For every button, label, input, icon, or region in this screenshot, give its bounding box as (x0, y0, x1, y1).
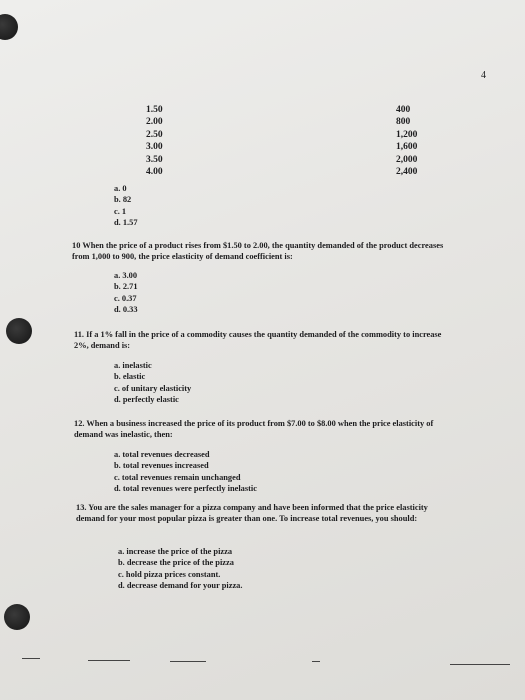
stray-mark (88, 660, 130, 661)
answer-option: a. 0 (114, 184, 127, 193)
answer-option: c. hold pizza prices constant. (118, 569, 221, 579)
stray-mark (312, 661, 320, 662)
q13-question: 13. You are the sales manager for a pizza company and have been informed that the price elasticity demand for your most popular pizza is greater than one. To increase total revenues, you should: (76, 503, 428, 523)
quantity-cell: 800 (396, 117, 411, 128)
quantity-cell: 1,200 (396, 129, 418, 140)
price-cell: 2.00 (146, 117, 163, 128)
answer-option: d. total revenues were perfectly inelastic (114, 483, 257, 493)
q11-question: 11. If a 1% fall in the price of a commodity causes the quantity demanded of the commodity to increase 2%, demand is: (74, 330, 442, 350)
answer-option: b. elastic (114, 372, 146, 382)
binder-hole-middle (6, 318, 32, 344)
answer-option: d. 0.33 (114, 304, 138, 314)
q9-options (114, 183, 138, 228)
q10-question: 10 When the price of a product rises from $1.50 to 2.00, the quantity demanded of the product decreases from 1,000 to 900, the price elasticity of demand coefficient is: (72, 241, 444, 261)
price-cell: 3.00 (146, 142, 163, 153)
stray-mark (170, 661, 206, 662)
q12-question: 12. When a business increased the price of its product from $7.00 to $8.00 when the price elasticity of demand was inelastic, then: (74, 419, 434, 439)
answer-option: a. increase the price of the pizza (118, 547, 233, 556)
answer-option: c. 1 (114, 206, 127, 216)
binder-hole-bottom (4, 604, 30, 630)
quantity-column (396, 104, 417, 178)
price-column (146, 104, 163, 178)
answer-option: d. decrease demand for your pizza. (118, 580, 243, 590)
answer-option: d. perfectly elastic (114, 394, 179, 404)
quantity-cell: 1,600 (396, 142, 418, 153)
answer-option: a. inelastic (114, 361, 152, 370)
stray-mark (22, 658, 40, 659)
answer-option: c. total revenues remain unchanged (114, 472, 241, 482)
quantity-cell: 400 (396, 105, 411, 115)
quantity-cell: 2,400 (396, 167, 418, 178)
stray-mark (450, 664, 510, 665)
answer-option: c. 0.37 (114, 293, 137, 303)
price-cell: 3.50 (146, 154, 163, 165)
page-number-mark: 4 (481, 70, 486, 81)
price-cell: 1.50 (146, 105, 163, 115)
answer-option: c. of unitary elasticity (114, 383, 192, 393)
q13-options (118, 546, 242, 591)
bleed-through-marks (0, 655, 525, 675)
q12-options (114, 449, 257, 494)
q10-options (114, 270, 138, 315)
answer-option: a. 3.00 (114, 271, 138, 280)
answer-option: d. 1.57 (114, 217, 138, 227)
answer-option: a. total revenues decreased (114, 450, 210, 459)
answer-option: b. decrease the price of the pizza (118, 558, 234, 568)
quantity-cell: 2,000 (396, 154, 418, 165)
answer-option: b. 2.71 (114, 282, 138, 292)
answer-option: b. 82 (114, 195, 132, 205)
binder-hole-top (0, 14, 18, 40)
q11-options (114, 360, 191, 405)
price-cell: 2.50 (146, 129, 163, 140)
price-cell: 4.00 (146, 167, 163, 178)
answer-option: b. total revenues increased (114, 461, 209, 471)
